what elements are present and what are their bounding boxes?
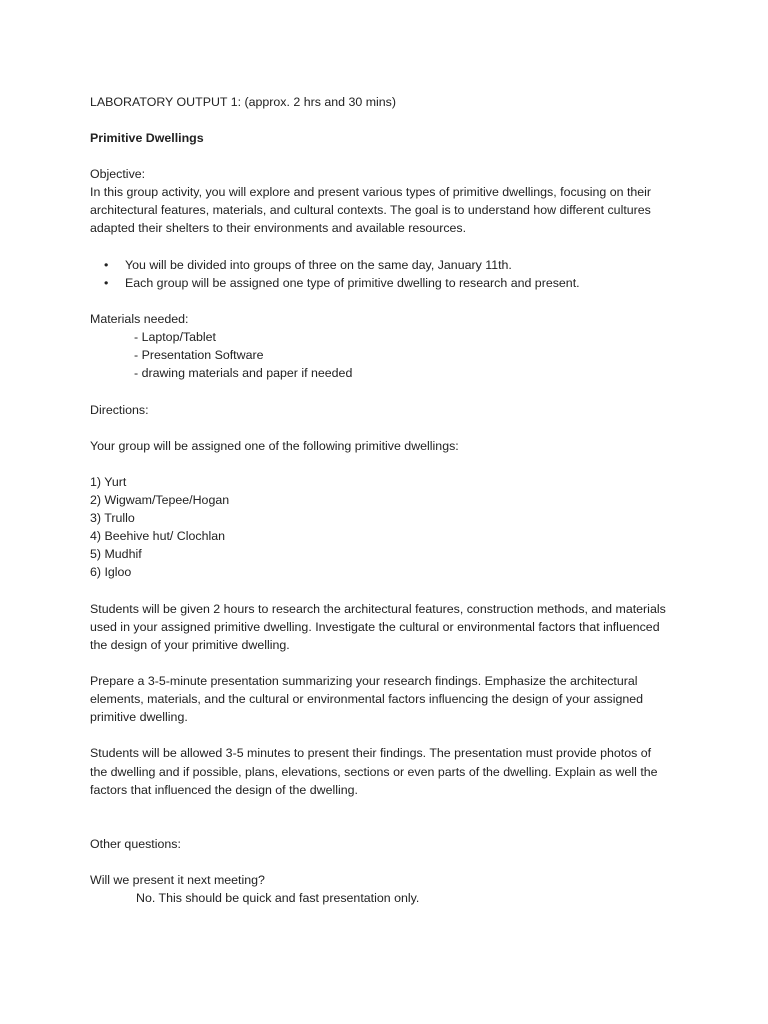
dwelling-item: 2) Wigwam/Tepee/Hogan — [90, 493, 230, 507]
prepare-paragraph-line: Prepare a 3-5-minute presentation summarizing your research findings. Emphasize the architectural — [90, 674, 638, 688]
answer-text: No. This should be quick and fast presentation only. — [136, 891, 420, 905]
prepare-paragraph-line: elements, materials, and the cultural or environmental factors influencing the design of your assigned — [90, 692, 644, 706]
other-questions-label: Other questions: — [90, 837, 181, 851]
materials-item: - Presentation Software — [134, 348, 264, 362]
dwelling-item: 6) Igloo — [90, 565, 132, 579]
bullet-item: You will be divided into groups of three on the same day, January 11th. — [125, 258, 512, 272]
question-text: Will we present it next meeting? — [90, 873, 265, 887]
present-paragraph-line: Students will be allowed 3-5 minutes to present their findings. The presentation must provide photos of — [90, 746, 652, 760]
dwelling-item: 4) Beehive hut/ Clochlan — [90, 529, 226, 543]
prepare-paragraph-line: primitive dwelling. — [90, 710, 188, 724]
materials-item: - drawing materials and paper if needed — [134, 366, 353, 380]
objective-line: adapted their shelters to their environments and available resources. — [90, 221, 467, 235]
dwelling-item: 1) Yurt — [90, 475, 127, 489]
dwelling-item: 3) Trullo — [90, 511, 135, 525]
present-paragraph-line: the dwelling and if possible, plans, elevations, sections or even parts of the dwelling. Explain as well the — [90, 765, 658, 779]
objective-line: architectural features, materials, and cultural contexts. The goal is to understand how different cultures — [90, 203, 651, 217]
present-paragraph-line: factors that influenced the design of the dwelling. — [90, 783, 358, 797]
directions-intro: Your group will be assigned one of the following primitive dwellings: — [90, 439, 459, 453]
section-heading: Primitive Dwellings — [90, 131, 204, 145]
research-paragraph-line: used in your assigned primitive dwelling. Investigate the cultural or environmental factors that influenced — [90, 620, 660, 634]
dwelling-item: 5) Mudhif — [90, 547, 142, 561]
objective-label: Objective: — [90, 167, 146, 181]
directions-label: Directions: — [90, 403, 149, 417]
materials-item: - Laptop/Tablet — [134, 330, 216, 344]
research-paragraph-line: Students will be given 2 hours to research the architectural features, construction methods, and materials — [90, 602, 666, 616]
document-title: LABORATORY OUTPUT 1: (approx. 2 hrs and 30 mins) — [90, 95, 396, 109]
research-paragraph-line: the design of your primitive dwelling. — [90, 638, 290, 652]
bullet-marker: • — [104, 276, 109, 290]
bullet-marker: • — [104, 258, 109, 272]
materials-label: Materials needed: — [90, 312, 189, 326]
objective-line: In this group activity, you will explore and present various types of primitive dwellings, focusing on their — [90, 185, 652, 199]
bullet-item: Each group will be assigned one type of primitive dwelling to research and present. — [125, 276, 580, 290]
